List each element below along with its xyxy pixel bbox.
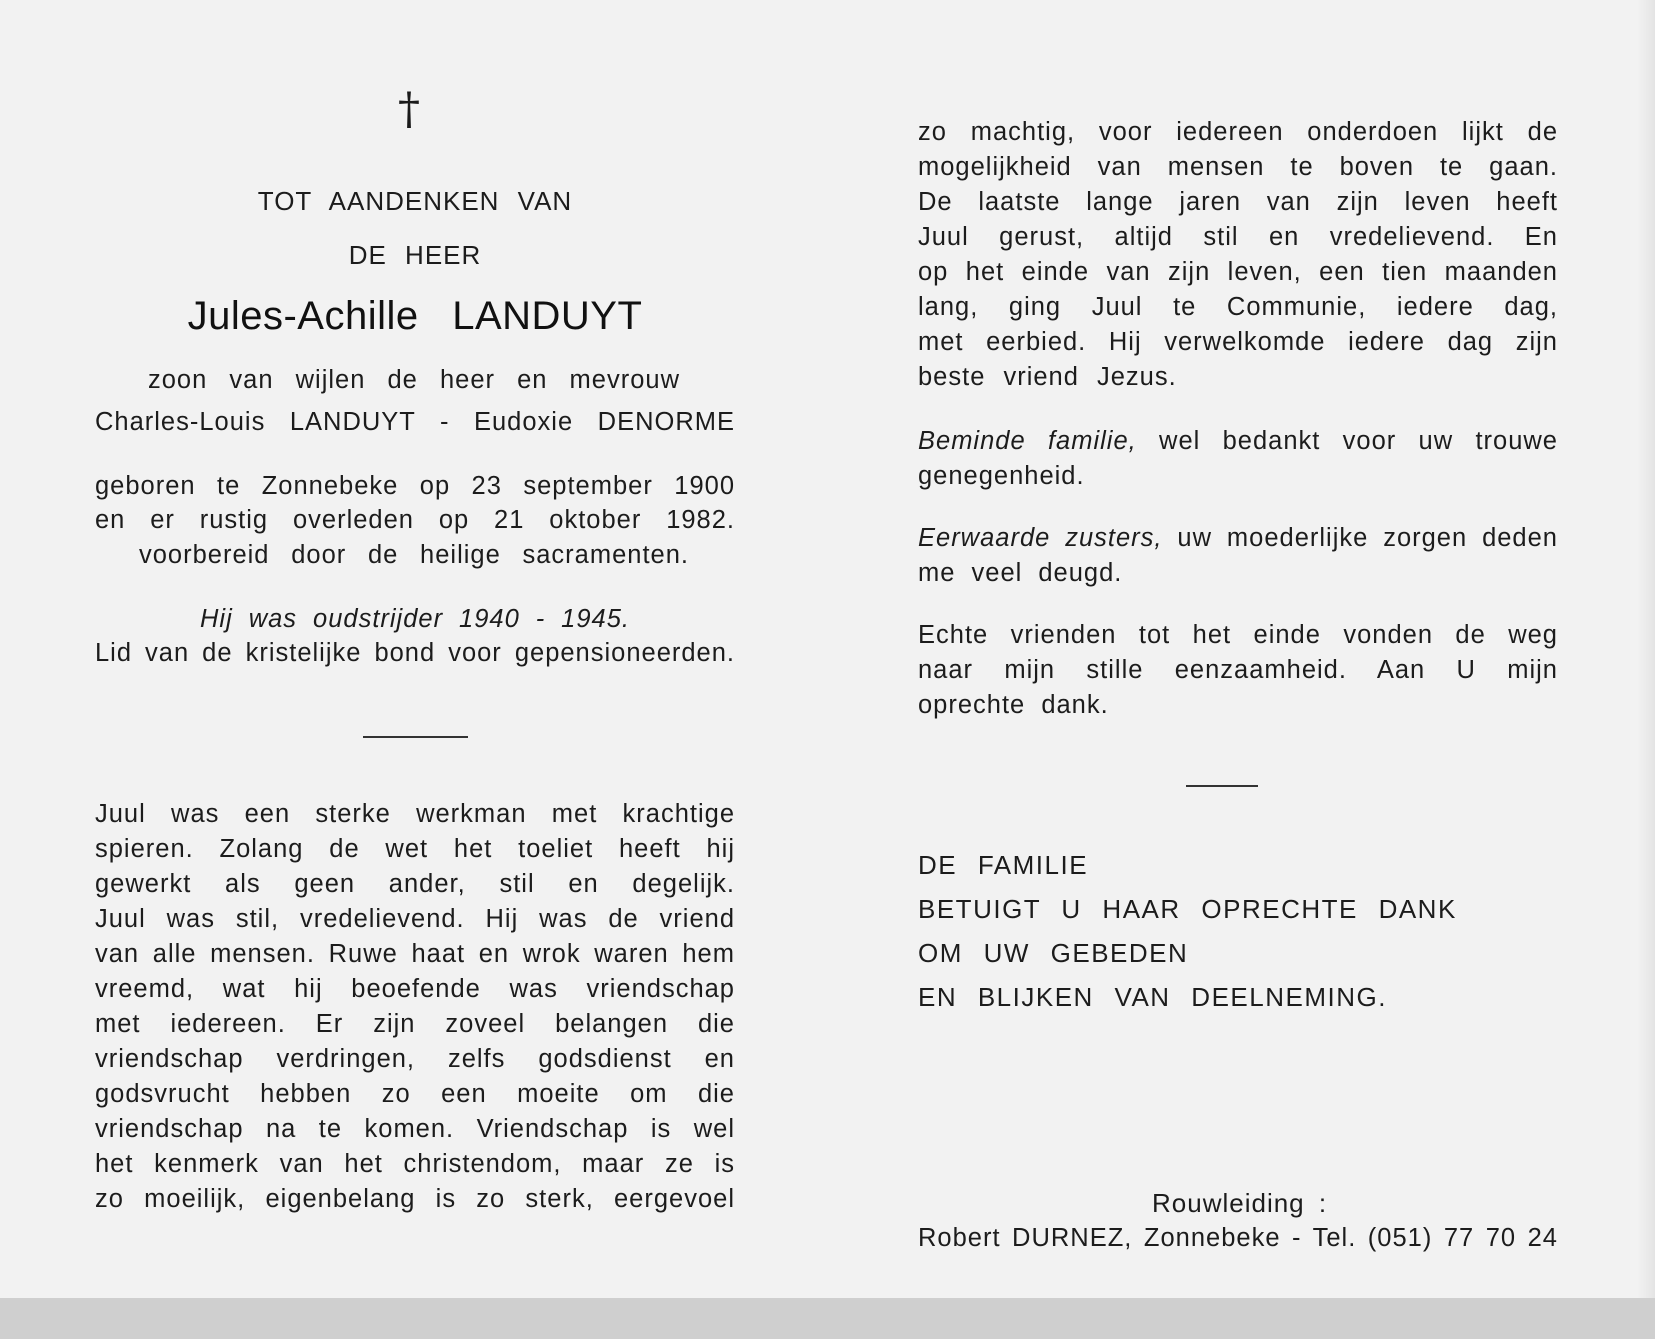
text-line: met eerbied. Hij verwelkomde iedere dag zijn — [918, 328, 1558, 356]
text-line: vreemd, wat hij beoefende was vriendschap — [95, 975, 735, 1003]
parents-names: Charles-Louis LANDUYT - Eudoxie DENORME — [95, 408, 735, 436]
scan-background — [0, 1298, 1655, 1339]
member-line: Lid van de kristelijke bond voor gepensioneerden. — [95, 639, 735, 667]
text-line: godsvrucht hebben zo een moeite om die — [95, 1080, 735, 1108]
text-line: het kenmerk van het christendom, maar ze is — [95, 1150, 735, 1178]
death-line: en er rustig overleden op 21 oktober 1982. — [95, 506, 735, 534]
sisters-thanks-cont: me veel deugd. — [918, 559, 1123, 587]
veteran-line: Hij was oudstrijder 1940 - 1945. — [200, 605, 630, 633]
text-line: met iedereen. Er zijn zoveel belangen die — [95, 1010, 735, 1038]
deceased-name: Jules-Achille LANDUYT — [187, 294, 643, 338]
friends-line: oprechte dank. — [918, 691, 1109, 719]
sacraments-line: voorbereid door de heilige sacramenten. — [139, 541, 689, 569]
sisters-thanks — [918, 524, 1558, 553]
text-line: Juul was een sterke werkman met krachtige — [95, 800, 735, 828]
funeral-contact: Robert DURNEZ, Zonnebeke - Tel. (051) 77 70 24 — [918, 1224, 1558, 1252]
sisters-lead: Eerwaarde zusters, — [918, 524, 1163, 552]
friends-line: naar mijn stille eenzaamheid. Aan U mijn — [918, 656, 1558, 684]
text-line: beste vriend Jezus. — [918, 363, 1177, 391]
text-line: zo machtig, voor iedereen onderdoen lijkt de — [918, 118, 1558, 146]
thanks-line: EN BLIJKEN VAN DEELNEMING. — [918, 982, 1387, 1012]
card-edge — [1637, 0, 1655, 1298]
thanks-line: DE FAMILIE — [918, 850, 1089, 880]
thanks-line: BETUIGT U HAAR OPRECHTE DANK — [918, 894, 1457, 924]
text-line: Juul was stil, vredelievend. Hij was de vriend — [95, 905, 735, 933]
friends-line: Echte vrienden tot het einde vonden de weg — [918, 621, 1558, 649]
heading-in-memory: TOT AANDENKEN VAN — [257, 186, 573, 216]
divider — [1186, 785, 1258, 787]
text-line: mogelijkheid van mensen te boven te gaan. — [918, 153, 1558, 181]
text-line: Juul gerust, altijd stil en vredelievend. En — [918, 223, 1558, 251]
parents-intro: zoon van wijlen de heer en mevrouw — [148, 366, 680, 394]
family-lead: Beminde familie, — [918, 427, 1137, 455]
family-thanks-cont: genegenheid. — [918, 462, 1085, 490]
funeral-label: Rouwleiding : — [1152, 1188, 1328, 1218]
text-line: De laatste lange jaren van zijn leven heeft — [918, 188, 1558, 216]
text-line: van alle mensen. Ruwe haat en wrok waren hem — [95, 940, 735, 968]
text-line: zo moeilijk, eigenbelang is zo sterk, eergevoel — [95, 1185, 735, 1213]
thanks-line: OM UW GEBEDEN — [918, 938, 1189, 968]
heading-mister: DE HEER — [348, 240, 482, 270]
divider — [363, 736, 468, 738]
cross-icon: † — [398, 84, 420, 135]
birth-line: geboren te Zonnebeke op 23 september 1900 — [95, 472, 735, 500]
family-thanks — [918, 427, 1558, 456]
text-line: lang, ging Juul te Communie, iedere dag, — [918, 293, 1558, 321]
text-line: gewerkt als geen ander, stil en degelijk. — [95, 870, 735, 898]
text-line: vriendschap na te komen. Vriendschap is wel — [95, 1115, 735, 1143]
family-rest: wel bedankt voor uw trouwe — [1159, 427, 1558, 455]
text-line: op het einde van zijn leven, een tien maanden — [918, 258, 1558, 286]
text-line: spieren. Zolang de wet het toeliet heeft hij — [95, 835, 735, 863]
sisters-rest: uw moederlijke zorgen deden — [1177, 524, 1558, 552]
text-line: vriendschap verdringen, zelfs godsdienst en — [95, 1045, 735, 1073]
